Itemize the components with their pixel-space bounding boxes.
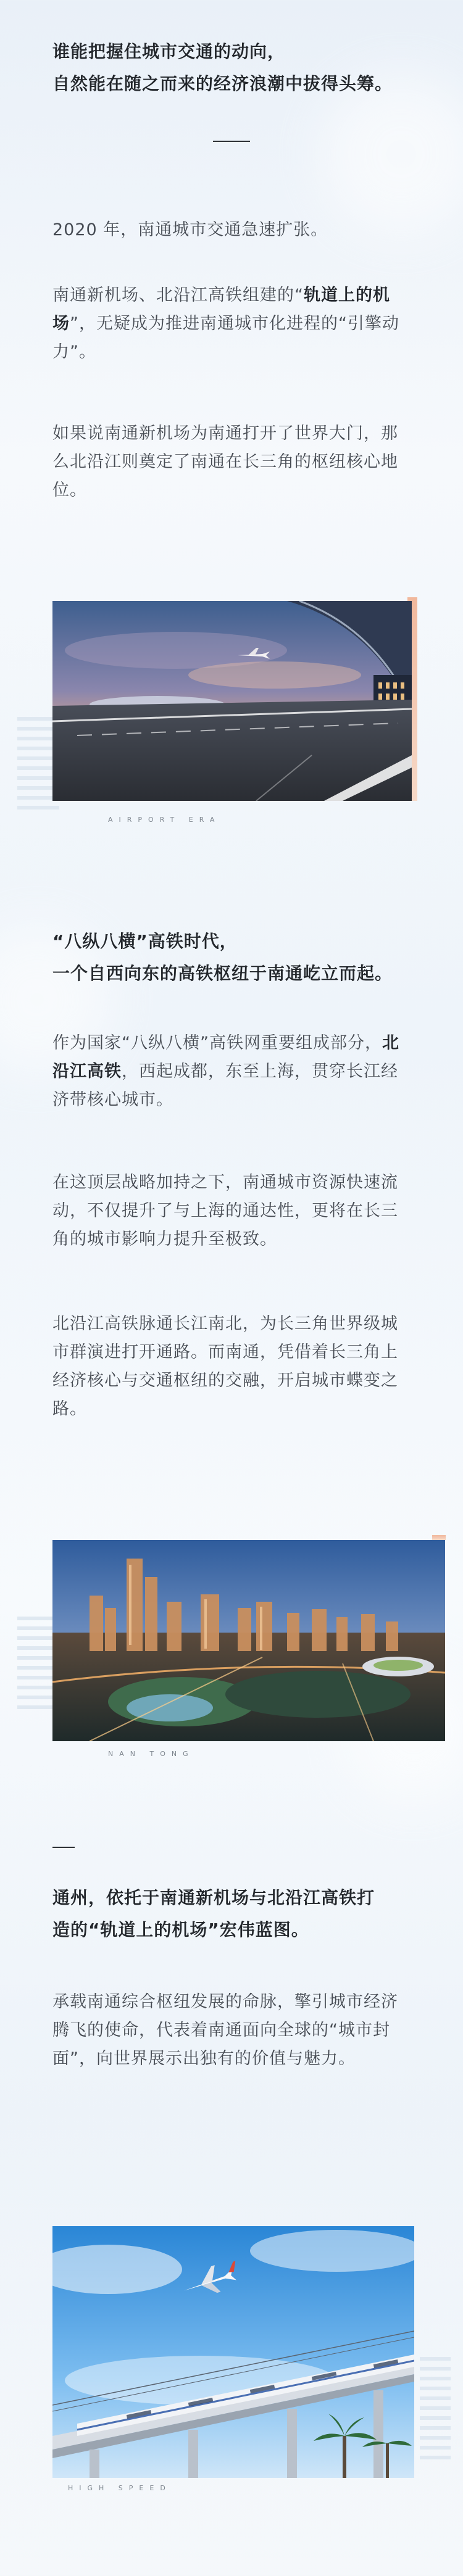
decorative-stripes <box>420 2357 451 2466</box>
rail-paragraph-2: 在这顶层战略加持之下，南通城市资源快速流动，不仅提升了与上海的通达性，更将在长三角的城市影响力提升至极致。 <box>52 1173 398 1249</box>
rail-paragraph-1-highlight: 北沿江高铁 <box>52 1033 399 1081</box>
city-photo-caption: NAN TONG <box>108 1750 194 1758</box>
intro-paragraph-2-highlight: 轨道上的机场 <box>52 286 390 333</box>
city-photo <box>52 1540 445 1741</box>
final-paragraph-1: 承载南通综合枢纽发展的命脉，擎引城市经济腾飞的使命，代表着南通面向全球的“城市封面”，向世界展示出独有的价值与魅力。 <box>52 1992 398 2068</box>
train-photo <box>52 2226 414 2478</box>
final-heading-line2: 造的“轨道上的机场”宏伟蓝图。 <box>52 1920 309 1940</box>
intro-heading-line1: 谁能把握住城市交通的动向， <box>52 41 286 62</box>
train-photo-block <box>0 2215 463 2511</box>
intro-paragraph-3: 如果说南通新机场为南通打开了世界大门，那么北沿江则奠定了南通在长三角的枢纽核心地位。 <box>52 424 398 500</box>
rail-paragraph-1-c: ，西起成都，东至上海，贯穿长江经济带核心城市。 <box>52 1062 398 1109</box>
intro-heading-line2: 自然能在随之而来的经济浪潮中拔得头筹。 <box>52 73 393 94</box>
intro-paragraph-2-c: ”，无疑成为推进南通城市化进程的“引擎动力”。 <box>52 314 399 362</box>
final-heading <box>52 1882 435 1946</box>
airport-photo-block <box>0 586 463 864</box>
rail-heading <box>52 926 435 990</box>
divider <box>52 1847 75 1848</box>
airport-photo-caption: AIRPORT ERA <box>108 816 221 824</box>
rail-paragraph-3: 北沿江高铁脉通长江南北，为长三角世界级城市群演进打开通路。而南通，凭借着长三角上经济核心与交通枢纽的交融，开启城市蝶变之路。 <box>52 1314 398 1418</box>
rail-heading-line2: 一个自西向东的高铁枢纽于南通屹立而起。 <box>52 963 393 984</box>
intro-paragraph-2 <box>52 281 411 367</box>
rail-paragraph-1 <box>52 1029 411 1114</box>
intro-paragraph-1: 2020 年，南通城市交通急速扩张。 <box>52 220 328 239</box>
train-photo-caption: HIGH SPEED <box>68 2484 172 2492</box>
city-photo-block <box>0 1524 463 1771</box>
final-heading-line1: 通州，依托于南通新机场与北沿江高铁打 <box>52 1887 375 1908</box>
city-scene <box>52 1540 445 1741</box>
rail-paragraph-1-a: 作为国家“八纵八横”高铁网重要组成部分， <box>52 1033 382 1053</box>
intro-heading <box>52 36 423 100</box>
train-scene <box>52 2226 414 2478</box>
photo-accent-bar <box>432 1535 446 1540</box>
rail-heading-line1: “八纵八横”高铁时代， <box>52 931 238 951</box>
airport-scene <box>52 601 412 801</box>
divider <box>213 141 250 142</box>
airport-photo <box>52 601 412 801</box>
intro-paragraph-2-a: 南通新机场、北沿江高铁组建的“ <box>52 286 304 305</box>
